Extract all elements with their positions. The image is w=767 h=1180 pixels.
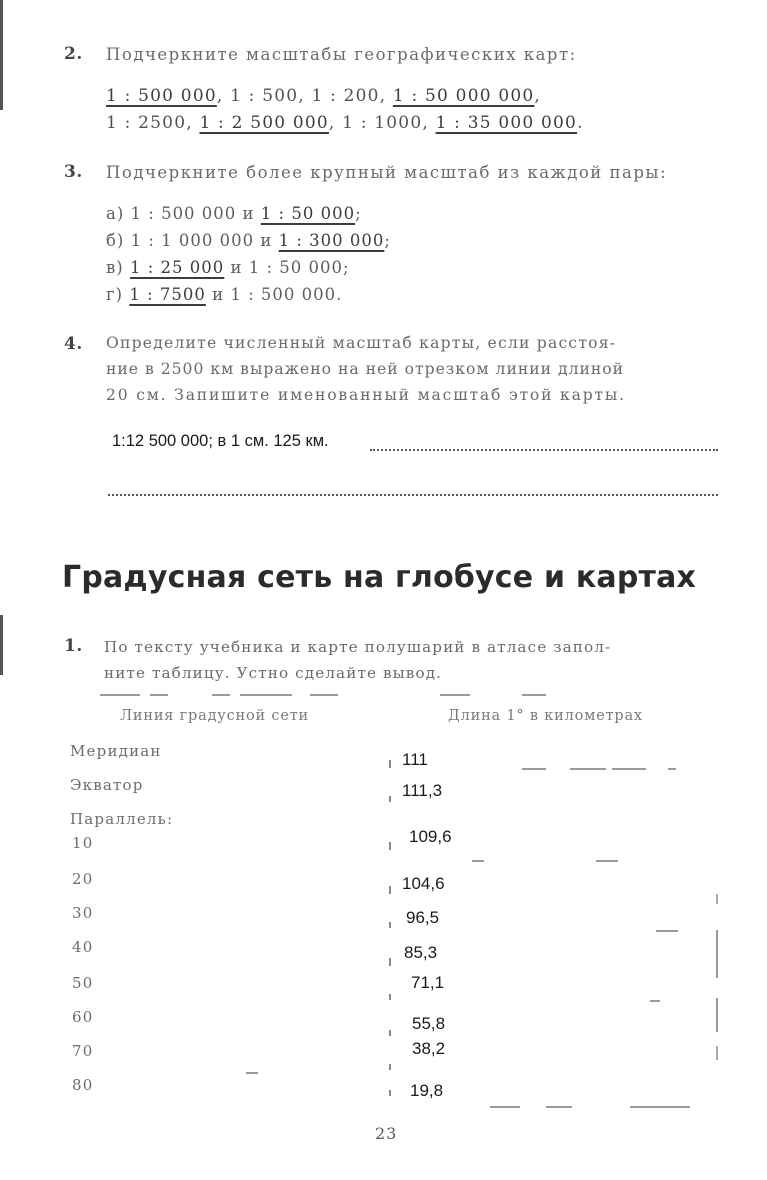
task-3-pair-b [106, 231, 391, 250]
table-row-label: 60 [72, 1008, 94, 1026]
table-row-label: Экватор [70, 776, 144, 794]
table-column-divider [389, 1064, 391, 1070]
table-column-divider [389, 842, 391, 850]
table-faint-rule [656, 930, 678, 932]
table-right-edge [716, 894, 718, 904]
pair-part: 1 : 50 000 [260, 204, 356, 223]
table-header-length: Длина 1° в километрах [448, 708, 643, 724]
scale-option: , [534, 86, 541, 106]
task-3-pair-c [106, 258, 350, 277]
table-row-value: 111,3 [402, 781, 443, 800]
table-top-rule [440, 694, 470, 696]
table-row-value: 38,2 [412, 1039, 446, 1058]
table-row-label: 30 [72, 904, 94, 922]
table-column-divider [389, 760, 391, 768]
pair-part: г) [106, 285, 130, 304]
pair-part: ; [355, 204, 362, 223]
table-row-value: 19,8 [410, 1081, 444, 1100]
pair-part: 1 : 300 000 [278, 231, 385, 250]
table-top-rule [100, 694, 140, 696]
table-row-value: 104,6 [402, 874, 445, 893]
table-faint-rule [546, 1106, 572, 1108]
table-faint-rule [246, 1072, 258, 1074]
task-2-prompt: Подчеркните масштабы географических карт: [106, 45, 577, 64]
pair-part: б) 1 : 1 000 000 и [106, 231, 279, 250]
table-faint-rule [596, 860, 618, 862]
task-2-scales-line-2 [106, 113, 584, 133]
scale-option: . [577, 113, 584, 133]
table-column-divider [389, 1030, 391, 1036]
task-4-line-1: Определите численный масштаб карты, если расстоя- [106, 334, 617, 352]
table-column-divider [389, 796, 391, 802]
task-2-scales-line-1 [106, 86, 541, 106]
table-row-value: 71,1 [411, 973, 445, 992]
table-row-value: 111 [402, 750, 428, 769]
answer-line-1 [370, 449, 718, 451]
task-1-line-2: ните таблицу. Устно сделайте вывод. [104, 664, 443, 682]
table-column-divider [389, 922, 391, 928]
scan-edge-top [0, 0, 3, 110]
scale-option: 1 : 2500, [106, 113, 200, 133]
table-header-line: Линия градусной сети [120, 708, 310, 724]
pair-part: и 1 : 50 000; [224, 258, 350, 277]
table-top-rule [310, 694, 338, 696]
table-faint-rule [650, 1000, 660, 1002]
scale-option: 1 : 50 000 000 [392, 86, 535, 106]
table-column-divider [389, 886, 391, 894]
table-right-edge [716, 1046, 718, 1060]
task-4-answer: 1:12 500 000; в 1 см. 125 км. [112, 432, 329, 450]
section-title: Градусная сеть на глобусе и картах [62, 560, 697, 595]
task-3-number: 3. [64, 162, 83, 182]
table-column-divider [389, 1090, 391, 1096]
table-right-edge [716, 930, 718, 978]
scale-option: 1 : 35 000 000 [435, 113, 578, 133]
task-3-prompt: Подчеркните более крупный масштаб из каждой пары: [106, 163, 668, 182]
page-number: 23 [375, 1124, 398, 1143]
table-row-label: 70 [72, 1042, 94, 1060]
table-top-rule [212, 694, 230, 696]
pair-part: 1 : 25 000 [129, 258, 225, 277]
table-top-rule [150, 694, 168, 696]
table-faint-rule [490, 1106, 520, 1108]
table-row-value: 85,3 [404, 943, 438, 962]
task-3-pair-d [106, 285, 342, 304]
scale-option: , 1 : 500, 1 : 200, [216, 86, 393, 106]
answer-line-2 [108, 494, 718, 496]
table-column-divider [389, 958, 391, 966]
table-row-label: Параллель: [70, 810, 174, 828]
task-4-number: 4. [64, 334, 83, 354]
table-row-label: 40 [72, 938, 94, 956]
task-1-line-1: По тексту учебника и карте полушарий в атласе запол- [104, 638, 612, 656]
table-row-label: 10 [72, 834, 94, 852]
task-4-line-3: 20 см. Запишите именованный масштаб этой карты. [106, 386, 626, 404]
table-row-label: Меридиан [70, 742, 162, 760]
task-1-number: 1. [64, 636, 83, 656]
table-faint-rule [472, 860, 484, 862]
table-row-value: 55,8 [412, 1014, 446, 1033]
table-row-label: 20 [72, 870, 94, 888]
scan-edge-middle [0, 615, 3, 675]
task-3-pair-a [106, 204, 362, 223]
pair-part: а) 1 : 500 000 и [106, 204, 261, 223]
table-top-rule [240, 694, 292, 696]
pair-part: и 1 : 500 000. [205, 285, 343, 304]
pair-part: 1 : 7500 [129, 285, 206, 304]
task-4-line-2: ние в 2500 км выражено на ней отрезком линии длиной [106, 360, 625, 378]
pair-part: ; [384, 231, 391, 250]
scale-option: 1 : 2 500 000 [199, 113, 329, 133]
table-faint-rule [522, 768, 546, 770]
table-faint-rule [570, 768, 606, 770]
table-right-edge [716, 998, 718, 1032]
table-top-rule [522, 694, 546, 696]
table-column-divider [389, 994, 391, 1000]
task-2-number: 2. [64, 44, 83, 64]
table-row-value: 109,6 [409, 827, 452, 846]
table-faint-rule [630, 1106, 690, 1108]
scale-option: , 1 : 1000, [328, 113, 436, 133]
pair-part: в) [106, 258, 130, 277]
table-row-value: 96,5 [406, 908, 440, 927]
scale-option: 1 : 500 000 [106, 86, 217, 106]
table-row-label: 80 [72, 1076, 94, 1094]
table-faint-rule [668, 768, 676, 770]
table-row-label: 50 [72, 974, 94, 992]
table-faint-rule [612, 768, 646, 770]
